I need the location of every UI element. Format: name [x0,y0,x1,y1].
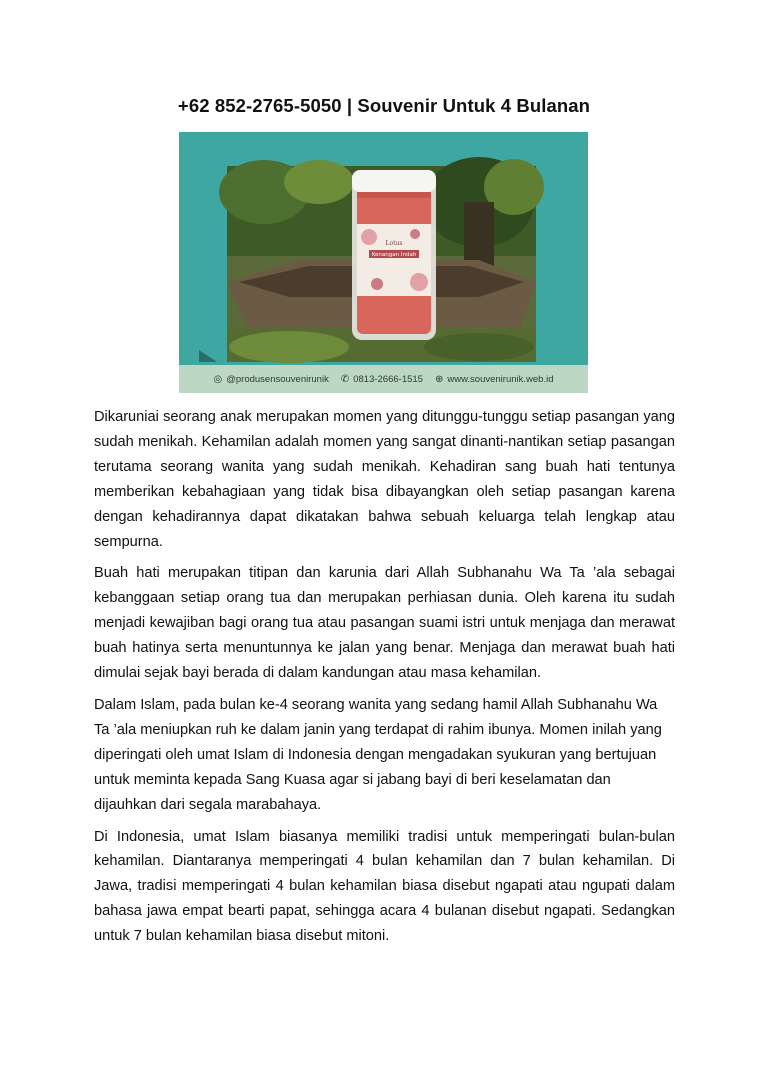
globe-icon: ⊕ [434,373,444,385]
paragraph-1: Dikaruniai seorang anak merupakan momen yang ditunggu-tunggu setiap pasangan yang sudah menikah. Kehamilan adalah momen yang sangat dinanti-nantikan setiap pasangan terutama seorang wanita yang sudah menikah. Kehadiran sang buah hati tentunya memberikan kebahagiaan yang tidak bisa dibayangkan oleh setiap pasangan karena dengan kehadirannya dapat dikatakan bahwa sebuah keluarga telah lengkap atau sempurna. [94,409,675,550]
page-title: +62 852-2765-5050 | Souvenir Untuk 4 Bulanan [177,95,591,116]
paragraph-4: Di Indonesia, umat Islam biasanya memiliki tradisi untuk memperingati bulan-bulan kehamilan. Diantaranya memperingati 4 bulan kehamilan dan 7 bulan kehamilan. Di Jawa, tradisi memperingati 4 bulan kehamilan biasa disebut ngapati atau ngupati dalam bahasa jawa empat bearti papat, sehingga acara 4 bulanan disebut ngapati. Sedangkan untuk 7 bulan kehamilan biasa disebut mitoni. [94,828,675,945]
whatsapp-icon: ✆ [340,373,350,385]
photo-footer [179,365,588,393]
paragraph-2: Buah hati merupakan titipan dan karunia dari Allah Subhanahu Wa Ta ’ala sebagai kebanggaan setiap orang tua dan merupakan perhiasan dunia. Oleh karena itu sudah menjadi kewajiban bagi orang tua atau pasangan suami istri untuk menjaga dan merawat buah hatinya serta menuntunnya ke jalan yang benar. Menjaga dan merawat buah hati dimulai sejak bayi berada di dalam kandungan atau masa kehamilan. [94,565,675,682]
photo-scene [179,132,588,393]
article-body [94,405,675,956]
jar-brand: Lotus [385,240,403,247]
website-url: www.souvenirunik.web.id [447,373,554,385]
jar-label-text: Kenangan Indah [371,252,417,258]
paragraph-3: Dalam Islam, pada bulan ke-4 seorang wanita yang sedang hamil Allah Subhanahu Wa Ta ’ala meniupkan ruh ke dalam janin yang terdapat di rahim ibunya. Momen inilah yang diperingati oleh umat Islam di Indonesia dengan mengadakan syukuran yang bertujuan untuk meminta kepada Sang Kuasa agar si jabang bayi di beri keselamatan dan dijauhkan dari segala marabahaya. [94,696,662,813]
instagram-icon: ◎ [213,373,223,385]
product-photo [179,132,588,393]
whatsapp-number: 0813-2666-1515 [353,373,423,385]
instagram-handle: @produsensouvenirunik [226,373,329,385]
